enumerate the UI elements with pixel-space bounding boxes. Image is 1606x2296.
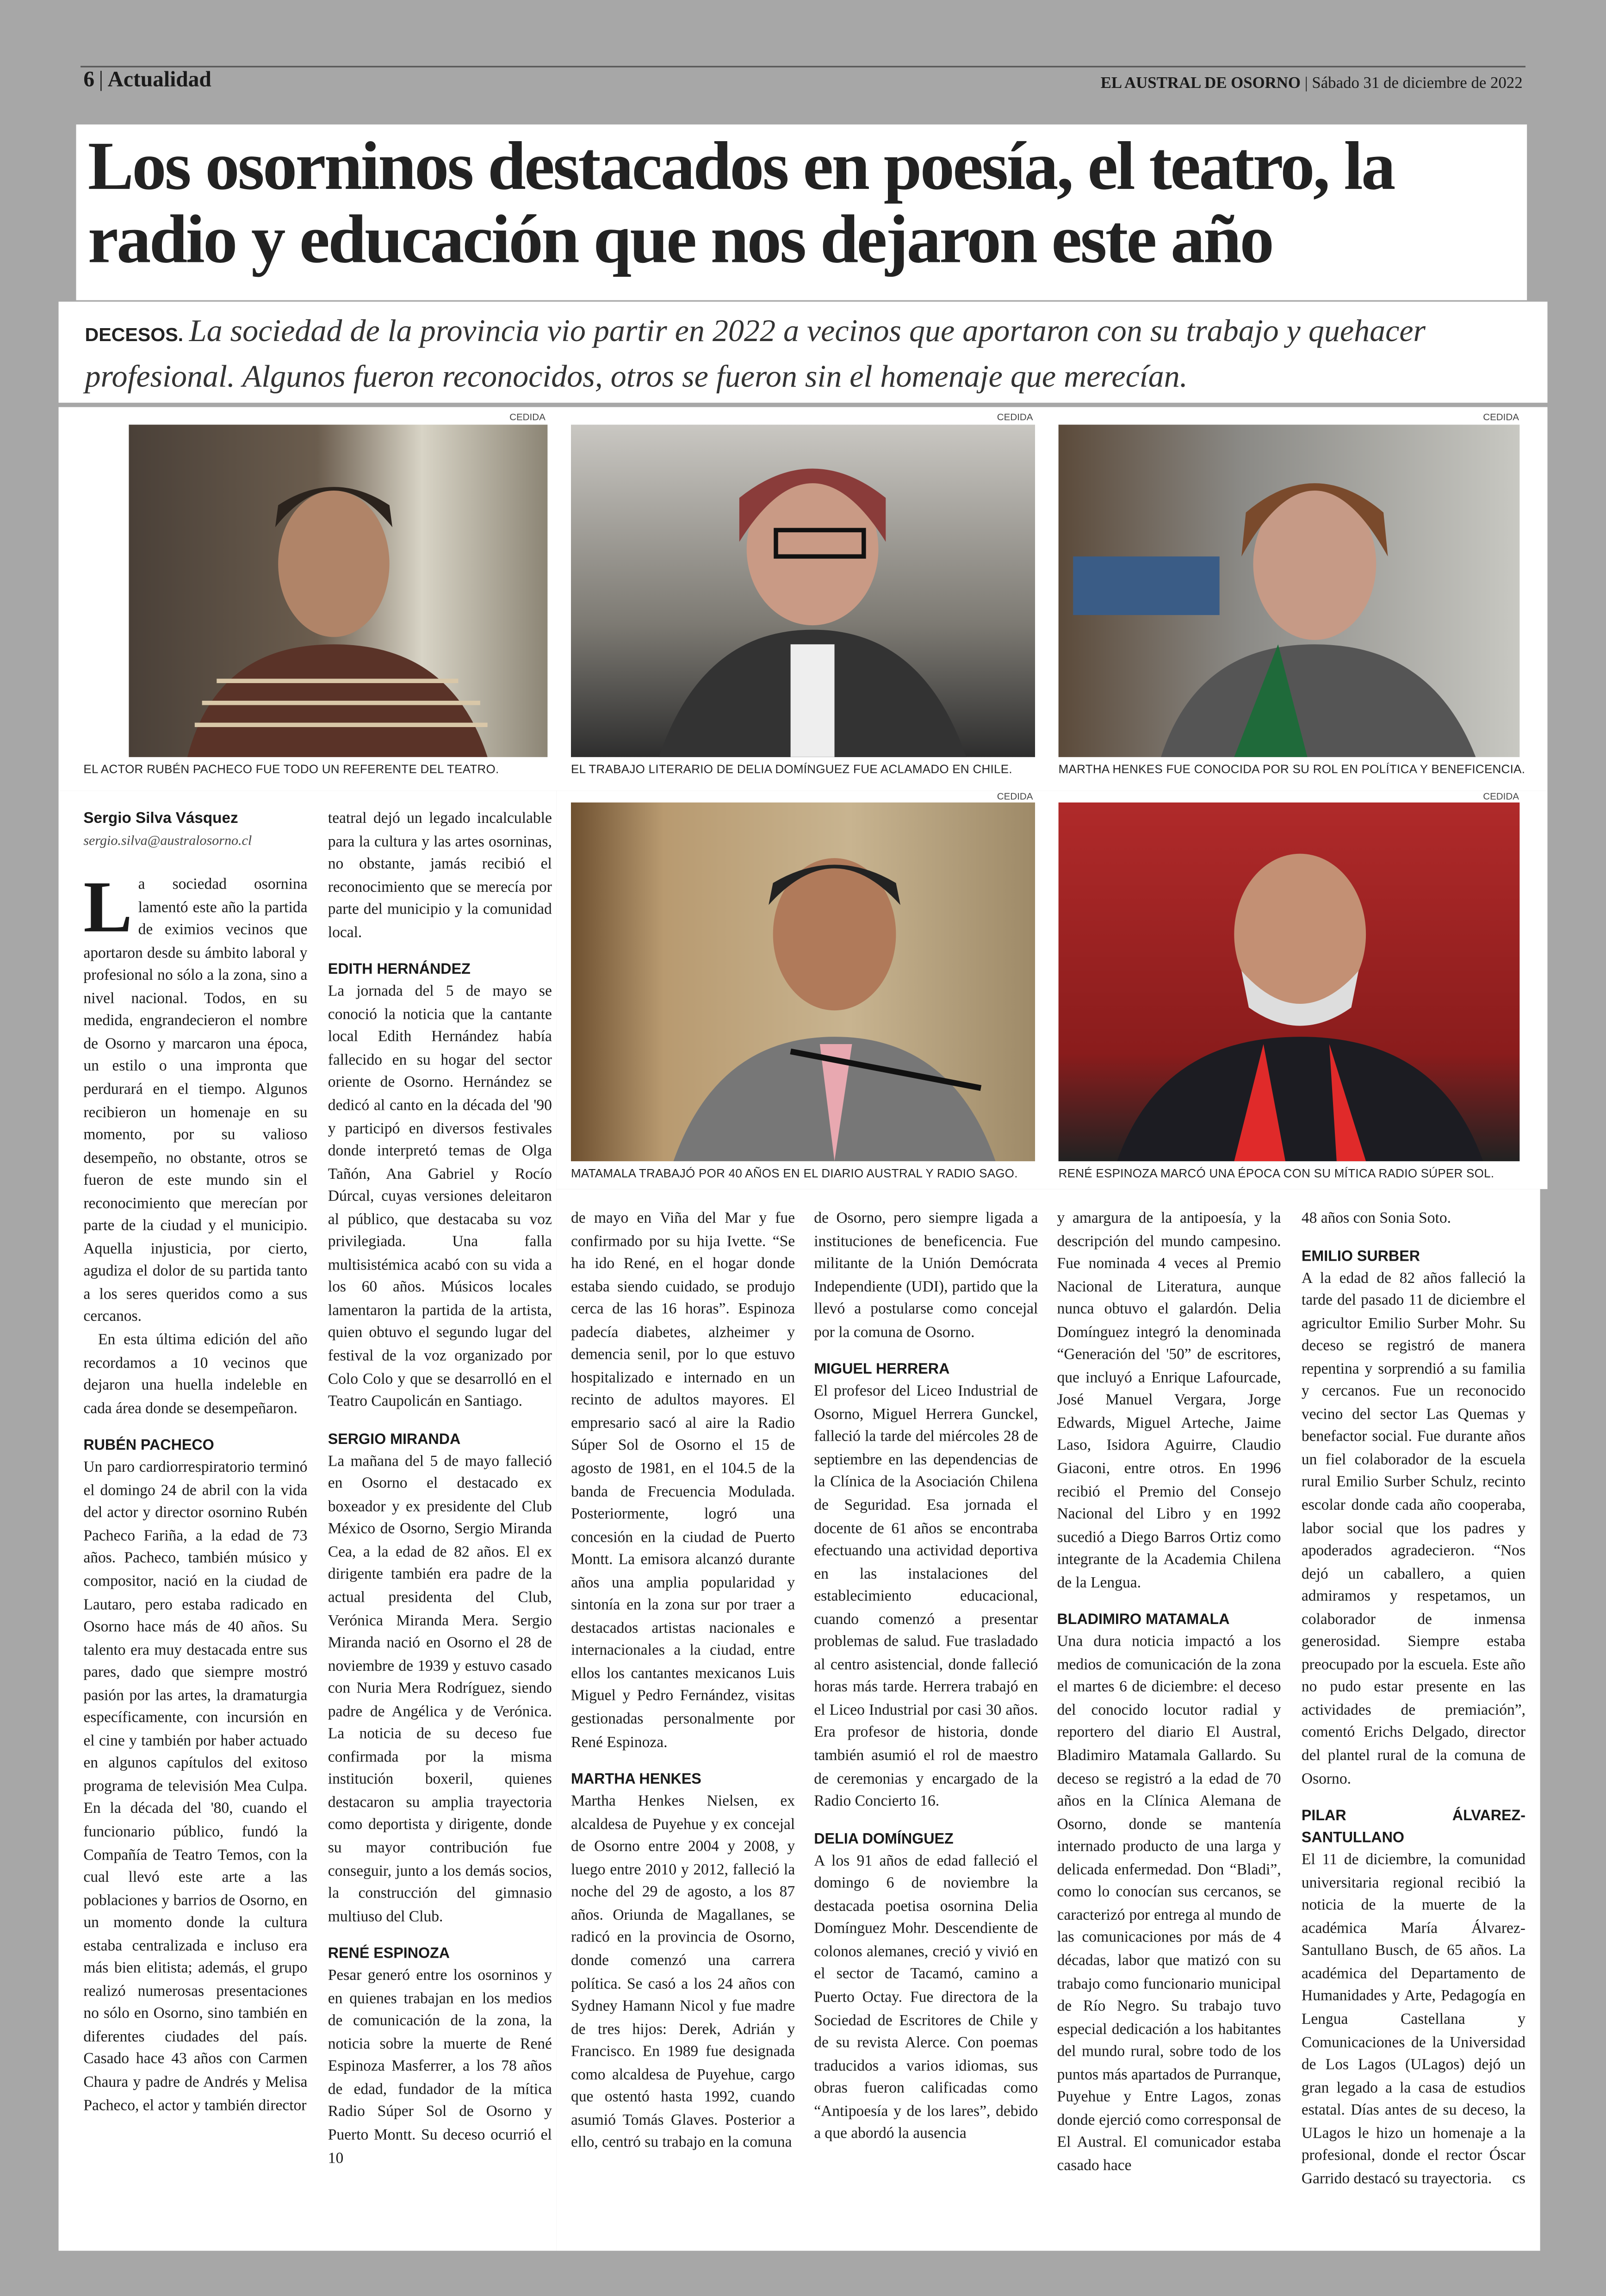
photo-martha-henkes — [1059, 425, 1520, 757]
section-body-text: El 11 de diciembre, la comunidad universitaria regional recibió la noticia de la muerte de la académica María Álvarez-Santullano Busch, de 65 años. La académica del Departamento de Humanidades y Arte, Pedagogía en Lengua Castellana y Comunicaciones de la Universidad de Los Lagos (ULagos) dejó un gran legado a la casa de estudios estatal. Días antes de su deceso, la ULagos le hizo un homenaje a la profesional, donde el rector Óscar Garrido destacó su trayectoria. — [1301, 1852, 1525, 2188]
photo-ruben-pacheco — [129, 425, 547, 757]
section-body: de mayo en Viña del Mar y fue confirmado por su hija Ivette. “Se ha ido René, en el hogar donde estaba siendo cuidado, se produjo cerca de las 16 horas”. Espinoza padecía diabetes, alzheimer y demencia senil, por lo que estuvo hospitalizado e internado en un recinto de adultos mayores. El empresario sacó al aire la Radio Súper Sol de Osorno el 15 de agosto de 1981, en el 104.5 de la banda de Frecuencia Modulada. Posteriormente, logró una concesión en la ciudad de Puerto Montt. La emisora alcanzó durante años una amplia popularidad y sintonía en la zona sur por traer a destacados artistas nacionales e internacionales a la ciudad, entre ellos los cantantes mexicanos Luis Miguel y Pedro Fernández, visitas gestionadas personalmente por René Espinoza. — [570, 1211, 795, 1751]
photo-credit: CEDIDA — [997, 413, 1033, 423]
section-heading: RENÉ ESPINOZA — [328, 1946, 450, 1963]
photo-caption: RENÉ ESPINOZA MARCÓ UNA ÉPOCA CON SU MÍTICA RADIO SÚPER SOL. — [1058, 1167, 1494, 1181]
article-column-6 — [1302, 1208, 1525, 2243]
section-body: 48 años con Sonia Soto. — [1301, 1211, 1451, 1227]
drop-cap: L — [83, 865, 132, 948]
photo-credit: CEDIDA — [509, 413, 546, 423]
photo-credit: CEDIDA — [1483, 792, 1519, 803]
section-heading: EMILIO SURBER — [1301, 1248, 1420, 1265]
section-body: de Osorno, pero siempre ligada a instituciones de beneficencia. Fue militante de la Unión Demócrata Independiente (UDI), partido que la llevó a postularse como concejal por la comuna de Osorno. — [814, 1211, 1038, 1341]
section-heading: SERGIO MIRANDA — [328, 1431, 461, 1448]
page-section-label: 6 | Actualidad — [83, 68, 211, 93]
section-body: El profesor del Liceo Industrial de Osorno, Miguel Herrera Gunckel, falleció la tarde del miércoles 28 de septiembre en las dependencias de la Clínica de la Asociación Chilena de Seguridad. Esa jornada el docente de 61 años se encontraba efectuando una actividad deportiva en las instalaciones del establecimiento educacional, cuando comenzó a presentar problemas de salud. Fue trasladado al centro asistencial, donde falleció horas más tarde. Herrera trabajó en el Liceo Industrial por casi 30 años. Era profesor de historia, donde también asumió el rol de maestro de ceremonias y encargado de la Radio Concierto 16. — [814, 1384, 1038, 1811]
photo-credit: CEDIDA — [997, 792, 1033, 803]
subheadline-box — [59, 302, 1548, 403]
subheadline — [59, 302, 1548, 407]
section-body: teatral dejó un legado incalculable para la cultura y las artes osorninas, no obstante, jamás recibió el reconocimiento que se merecía por parte del municipio y la comunidad local. — [328, 811, 552, 941]
byline-author: Sergio Silva Vásquez — [83, 809, 238, 828]
article-column-4 — [814, 1208, 1038, 2243]
photo-rene-espinoza — [1059, 803, 1520, 1161]
section-heading: DELIA DOMÍNGUEZ — [814, 1831, 954, 1848]
photo-caption: MARTHA HENKES FUE CONOCIDA POR SU ROL EN POLÍTICA Y BENEFICENCIA. — [1058, 763, 1525, 776]
section-body — [1302, 1850, 1525, 2191]
section-heading: MARTHA HENKES — [570, 1772, 701, 1788]
section-body: La mañana del 5 de mayo falleció en Osorno el destacado ex boxeador y ex presidente del Club México de Osorno, Sergio Miranda Cea, a la edad de 82 años. El ex dirigente también era padre de la actual presidenta del Club, Verónica Miranda Mera. Sergio Miranda nació en Osorno el 28 de noviembre de 1939 y estuvo casado con Nuria Mera Rodríguez, siendo padre de Angélica y de Verónica. La noticia de su deceso fue confirmada por la misma institución boxeril, quienes destacaron su amplia trayectoria como deportista y dirigente, donde su mayor contribución fue conseguir, junto a los demás socios, la construcción del gimnasio multiuso del Club. — [328, 1453, 552, 1925]
section-body: Martha Henkes Nielsen, ex alcaldesa de Puyehue y ex concejal de Osorno entre 2004 y 2008, y luego entre 2010 y 2012, falleció la noche del 29 de agosto, a los 87 años. Oriunda de Magallanes, se radicó en la provincia de Osorno, donde comenzó una carrera política. Se casó a los 24 años con Sydney Hamann Nicol y fue madre de tres hijos: Derek, Adrián y Francisco. En 1989 fue designada como alcaldesa de Puyehue, cargo que ostentó hasta 1992, cuando asumió Tomás Glaves. Posterior a ello, centró su trabajo en la comuna — [570, 1794, 795, 2152]
section-body: A la edad de 82 años falleció la tarde del pasado 11 de diciembre el agricultor Emilio Surber Mohr. Su deceso se registró de manera repentina y sorprendió a su familia y cercanos. Fue un reconocido vecino del sector Las Quemas y benefactor social. Fue durante años un fiel colaborador de la escuela rural Emilio Surber Schulz, recinto escolar donde cada año cooperaba, labor social que los padres y apoderados agradecieron. “Nos dejó un caballero, a quien admiramos y respetamos, un colaborador de inmensa generosidad. Siempre estaba preocupado por la escuela. Este año no pudo estar presente en las actividades de premiación”, comentó Erichs Delgado, director del plantel rural de la comuna de Osorno. — [1301, 1270, 1525, 1788]
section-heading: PILAR ÁLVAREZ-SANTULLANO — [1301, 1809, 1525, 1847]
intro-text: a sociedad osornina lamentó este año la partida de eximios vecinos que aportaron desde su ámbito laboral y profesional no sólo a la zona, sino a nivel nacional. Todos, en su medida, engrandecieron el nombre de Osorno y marcaron una época, un estilo o una impronta que perdurará en el tiempo. Algunos recibieron un homenaje en su momento, por su valioso desempeño, no obstante, otros se fueron de este mundo sin el reconocimiento que merecían por parte de la ciudad y el municipio. Aquella injusticia, por cierto, agudiza el dolor de su partida tanto a los seres queridos como a sus cercanos. — [83, 877, 308, 1326]
photo-bladimiro-matamala — [571, 803, 1035, 1161]
section-heading: BLADIMIRO MATAMALA — [1057, 1612, 1230, 1629]
end-mark-icon: cs — [1512, 2170, 1525, 2188]
article-column-3 — [571, 1208, 795, 2243]
photo-caption: EL TRABAJO LITERARIO DE DELIA DOMÍNGUEZ FUE ACLAMADO EN CHILE. — [570, 763, 1012, 776]
headline-box — [76, 124, 1527, 300]
section-body: La jornada del 5 de mayo se conoció la noticia que la cantante local Edith Hernández había fallecido en su hogar del sector oriente de Osorno. Hernández se dedicó al canto en la década del '90 y participó en diversos festivales donde interpretó temas de Olga Tañón, Ana Gabriel y Rocío Dúrcal, cuyas versiones deleitaron al público, que destacaba su voz privilegiada. Una falla multisistémica acabó con su vida a los 60 años. Músicos locales lamentaron la partida de la artista, quien obtuvo el segundo lugar del festival de la voz organizado por Colo Colo y que se desarrolló en el Teatro Caupolicán en Santiago. — [328, 984, 552, 1411]
article-column-2 — [328, 809, 552, 2244]
section-body: Una dura noticia impactó a los medios de comunicación de la zona el martes 6 de diciembre: el deceso del conocido locutor radial y reportero del diario El Austral, Bladimiro Matamala Gallardo. Su deceso se registró a la edad de 70 años en la Clínica Alemana de Osorno, donde se mantenía internado producto de una larga y delicada enfermedad. Don “Bladi”, como lo conocían sus cercanos, se caracterizó por entrega al mundo de las comunicaciones por más de 4 décadas, labor que matizó con su trabajo como funcionario municipal de Río Negro. Su trabajo tuvo especial dedicación a los habitantes del mundo rural, sobre todo de los puntos más apartados de Purranque, Puyehue y Entre Lagos, zonas donde ejerció como corresponsal de El Austral. El comunicador estaba casado hace — [1057, 1635, 1281, 2175]
section-heading: RUBÉN PACHECO — [83, 1438, 214, 1455]
intro-paragraph-2: En esta última edición del año recordamos a 10 vecinos que dejaron una huella indeleble en cada área donde se desempeñaron. — [83, 1332, 308, 1417]
subheadline-text: La sociedad de la provincia vio partir en 2022 a vecinos que aportaron con su trabajo y quehacer profesional. Algunos fueron reconocidos, otros se fueron sin el homenaje que merecían. — [85, 313, 1426, 394]
article-column-1 — [83, 809, 307, 2244]
header-rule — [81, 66, 1525, 67]
portrait-image — [129, 425, 547, 757]
byline-email[interactable]: sergio.silva@australosorno.cl — [83, 834, 252, 849]
issue-date: Sábado 31 de diciembre de 2022 — [1312, 75, 1523, 93]
kicker: DECESOS. — [85, 324, 184, 346]
section-body: y amargura de la antipoesía, y la descripción del mundo campesino. Fue nominada 4 veces al Premio Nacional de Literatura, aunque nunca obtuvo el galardón. Delia Domínguez integró la denominada “Generación del '50” de escritores, que incluyó a Enrique Lafourcade, José Manuel Vergara, Jorge Edwards, Miguel Arteche, Jaime Laso, Isidora Aguirre, Claudio Giaconi, entre otros. En 1996 recibió el Premio del Consejo Nacional del Libro y en 1992 sucedió a Diego Barros Ortiz como integrante de la Academia Chilena de la Lengua. — [1057, 1211, 1281, 1592]
portrait-image — [571, 425, 1035, 757]
portrait-image — [1059, 803, 1520, 1161]
section-body: Un paro cardiorrespiratorio terminó el domingo 24 de abril con la vida del actor y director osornino Rubén Pacheco Fariña, a la edad de 73 años. Pacheco, también músico y compositor, nació en la ciudad de Lautaro, pero estaba radicado en Osorno hace más de 40 años. Su talento era muy destacada entre sus pares, dado que siempre mostró pasión por las artes, la dramaturgia específicamente, con incursión en el cine y también por haber actuado en algunos capítulos del exitoso programa de televisión Mea Culpa. En la década del '80, cuando el funcionario público, fundó la Compañía de Teatro Temos, con la cual llevó este arte a las poblaciones y barrios de Osorno, en un momento donde la cultura estaba centralizada e incluso era más bien elitista; además, el grupo realizó numerosas presentaciones no sólo en Osorno, sino también en diferentes ciudades del país. Casado hace 43 años con Carmen Chaura y padre de Andrés y Melisa Pacheco, el actor y también director — [83, 1460, 308, 2114]
paper-name: EL AUSTRAL DE OSORNO — [1100, 75, 1301, 93]
masthead-date: EL AUSTRAL DE OSORNO | Sábado 31 de diciembre de 2022 — [1100, 75, 1523, 93]
portrait-image — [1059, 425, 1520, 757]
portrait-image — [571, 803, 1035, 1161]
section-heading: MIGUEL HERRERA — [814, 1362, 950, 1379]
section-body: Pesar generó entre los osorninos y en quienes trabajan en los medios de comunicación de la zona, la noticia sobre la muerte de René Espinoza Masferrer, a los 78 años de edad, fundador de la mítica Radio Súper Sol de Osorno y Puerto Montt. Su deceso ocurrió el 10 — [328, 1968, 552, 2167]
headline: Los osorninos destacados en poesía, el teatro, la radio y educación que nos dejaron este año — [87, 129, 1394, 279]
section-body: A los 91 años de edad falleció el domingo 6 de noviembre la destacada poetisa osornina Delia Domínguez Mohr. Descendiente de colonos alemanes, creció y vivió en el sector de Tacamó, camino a Puerto Octay. Fue directora de la Sociedad de Escritores de Chile y de su revista Alerce. Con poemas traducidos a varios idiomas, sus obras fueron calificadas como “Antipoesía y de los lares”, debido a que abordó la ausencia — [814, 1853, 1038, 2143]
article-column-5 — [1057, 1208, 1281, 2243]
photo-caption: MATAMALA TRABAJÓ POR 40 AÑOS EN EL DIARIO AUSTRAL Y RADIO SAGO. — [570, 1167, 1018, 1181]
page-number: 6 — [83, 68, 95, 93]
photo-delia-dominguez — [571, 425, 1035, 757]
section-name: Actualidad — [107, 68, 211, 93]
photo-caption: EL ACTOR RUBÉN PACHECO FUE TODO UN REFERENTE DEL TEATRO. — [83, 763, 499, 776]
photo-credit: CEDIDA — [1483, 413, 1519, 423]
intro-paragraph — [83, 865, 308, 1330]
section-heading: EDITH HERNÁNDEZ — [328, 962, 471, 979]
